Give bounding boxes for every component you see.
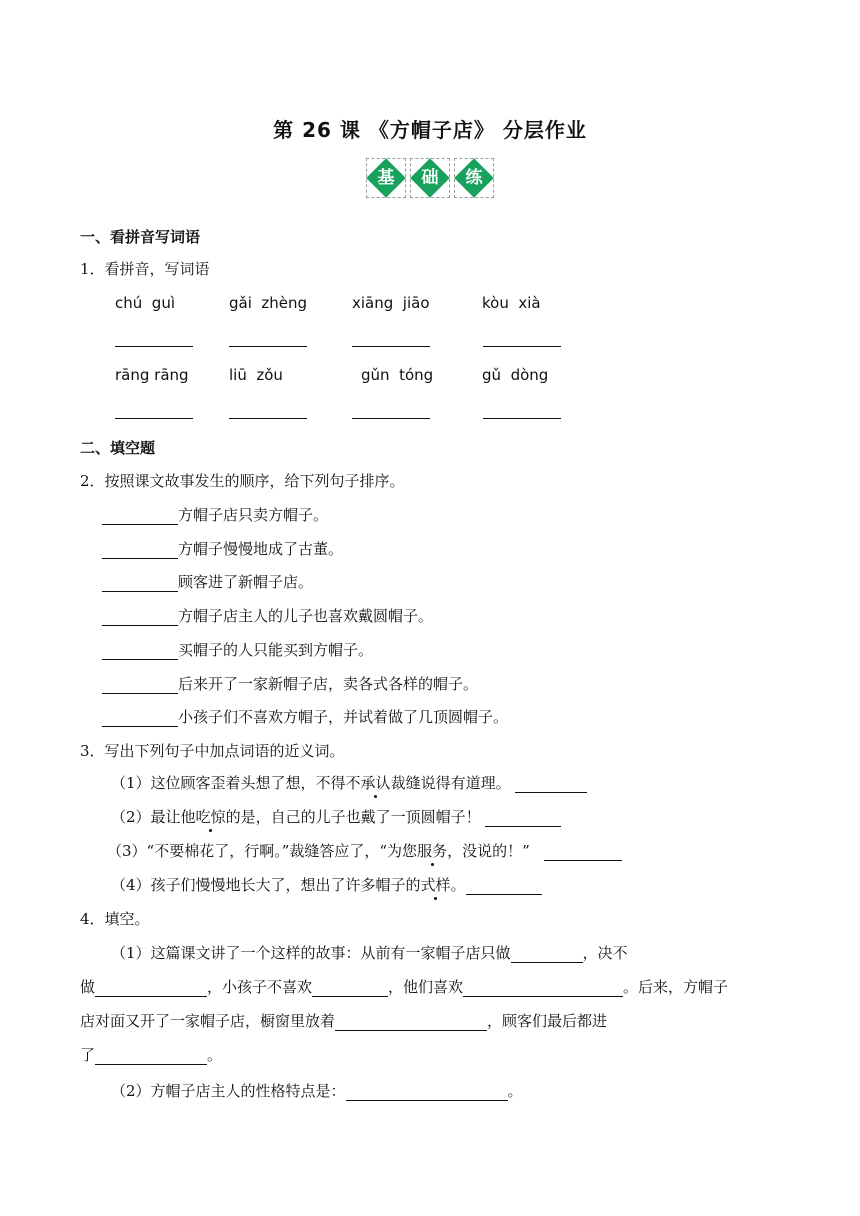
answer-blank[interactable] [466,878,542,895]
order-blank[interactable] [102,677,178,694]
badge-tile-3 [454,158,494,198]
synonym-sentence-1: （1）这位顾客歪着头想了想，不得不承认裁缝说得有道理。 [111,772,587,793]
order-item: 小孩子们不喜欢方帽子，并试着做了几顶圆帽子。 [102,706,508,727]
answer-blank[interactable] [95,980,207,997]
basic-practice-badge [0,158,860,204]
pinyin-7: gǔn tóng [361,366,434,384]
pinyin-5: rāng rāng [115,366,189,384]
order-blank[interactable] [102,643,178,660]
pinyin-4: kòu xià [482,294,541,312]
question-1-prompt: 1．看拼音，写词语 [80,260,210,278]
section-heading-2: 二、填空题 [80,439,156,457]
answer-blank[interactable] [483,418,561,419]
section-heading-1: 一、看拼音写词语 [80,228,201,246]
fill-paragraph-line-3: 店对面又开了一家帽子店，橱窗里放着 ，顾客们最后都进 [80,1012,608,1030]
order-item: 方帽子店主人的儿子也喜欢戴圆帽子。 [102,605,433,626]
answer-blank[interactable] [229,346,307,347]
answer-blank[interactable] [463,980,623,997]
order-blank[interactable] [102,575,178,592]
fill-paragraph-line-2: 做 ，小孩子不喜欢 ，他们喜欢 。后来，方帽子 [80,978,729,996]
pinyin-8: gǔ dòng [482,366,549,384]
answer-blank[interactable] [483,346,561,347]
order-item: 顾客进了新帽子店。 [102,571,313,592]
order-item: 方帽子店只卖方帽子。 [102,504,328,525]
order-item: 买帽子的人只能买到方帽子。 [102,639,373,660]
answer-blank[interactable] [352,346,430,347]
answer-blank[interactable] [485,810,561,827]
fill-paragraph-line-1: （1）这篇课文讲了一个这样的故事：从前有一家帽子店只做 ，决不 [111,944,628,962]
synonym-sentence-2: （2）最让他吃惊的是，自己的儿子也戴了一顶圆帽子！ [111,806,561,827]
answer-blank[interactable] [346,1084,508,1101]
question-2-prompt: 2．按照课文故事发生的顺序，给下列句子排序。 [80,472,405,490]
question-3-prompt: 3．写出下列句子中加点词语的近义词。 [80,742,345,760]
pinyin-6: liū zǒu [229,366,283,384]
order-item: 后来开了一家新帽子店，卖各式各样的帽子。 [102,673,478,694]
answer-blank[interactable] [544,844,622,861]
answer-blank[interactable] [515,776,587,793]
page-title: 第 26 课 《方帽子店》 分层作业 [273,118,587,142]
badge-char: 基 [377,168,395,188]
answer-blank[interactable] [229,418,307,419]
badge-tile-2 [410,158,450,198]
answer-blank[interactable] [115,346,193,347]
pinyin-1: chú guì [115,294,175,312]
badge-char: 础 [421,168,439,188]
synonym-sentence-3: （3）“不要棉花了，行啊。”裁缝答应了，“为您服务，没说的！” [107,840,622,861]
fill-paragraph-line-4: 了 。 [80,1046,223,1064]
answer-blank[interactable] [335,1014,487,1031]
answer-blank[interactable] [115,418,193,419]
badge-tile-1 [366,158,406,198]
answer-blank[interactable] [511,946,583,963]
order-blank[interactable] [102,542,178,559]
order-blank[interactable] [102,609,178,626]
synonym-sentence-4: （4）孩子们慢慢地长大了，想出了许多帽子的式样。 [111,874,542,895]
answer-blank[interactable] [312,980,388,997]
fill-paragraph-line-5: （2）方帽子店主人的性格特点是： 。 [111,1082,523,1100]
pinyin-3: xiāng jiāo [352,294,430,312]
order-blank[interactable] [102,710,178,727]
answer-blank[interactable] [95,1048,207,1065]
pinyin-2: gǎi zhèng [229,294,308,312]
order-item: 方帽子慢慢地成了古董。 [102,538,343,559]
badge-char: 练 [465,168,483,188]
question-4-prompt: 4．填空。 [80,910,150,928]
order-blank[interactable] [102,508,178,525]
answer-blank[interactable] [352,418,430,419]
